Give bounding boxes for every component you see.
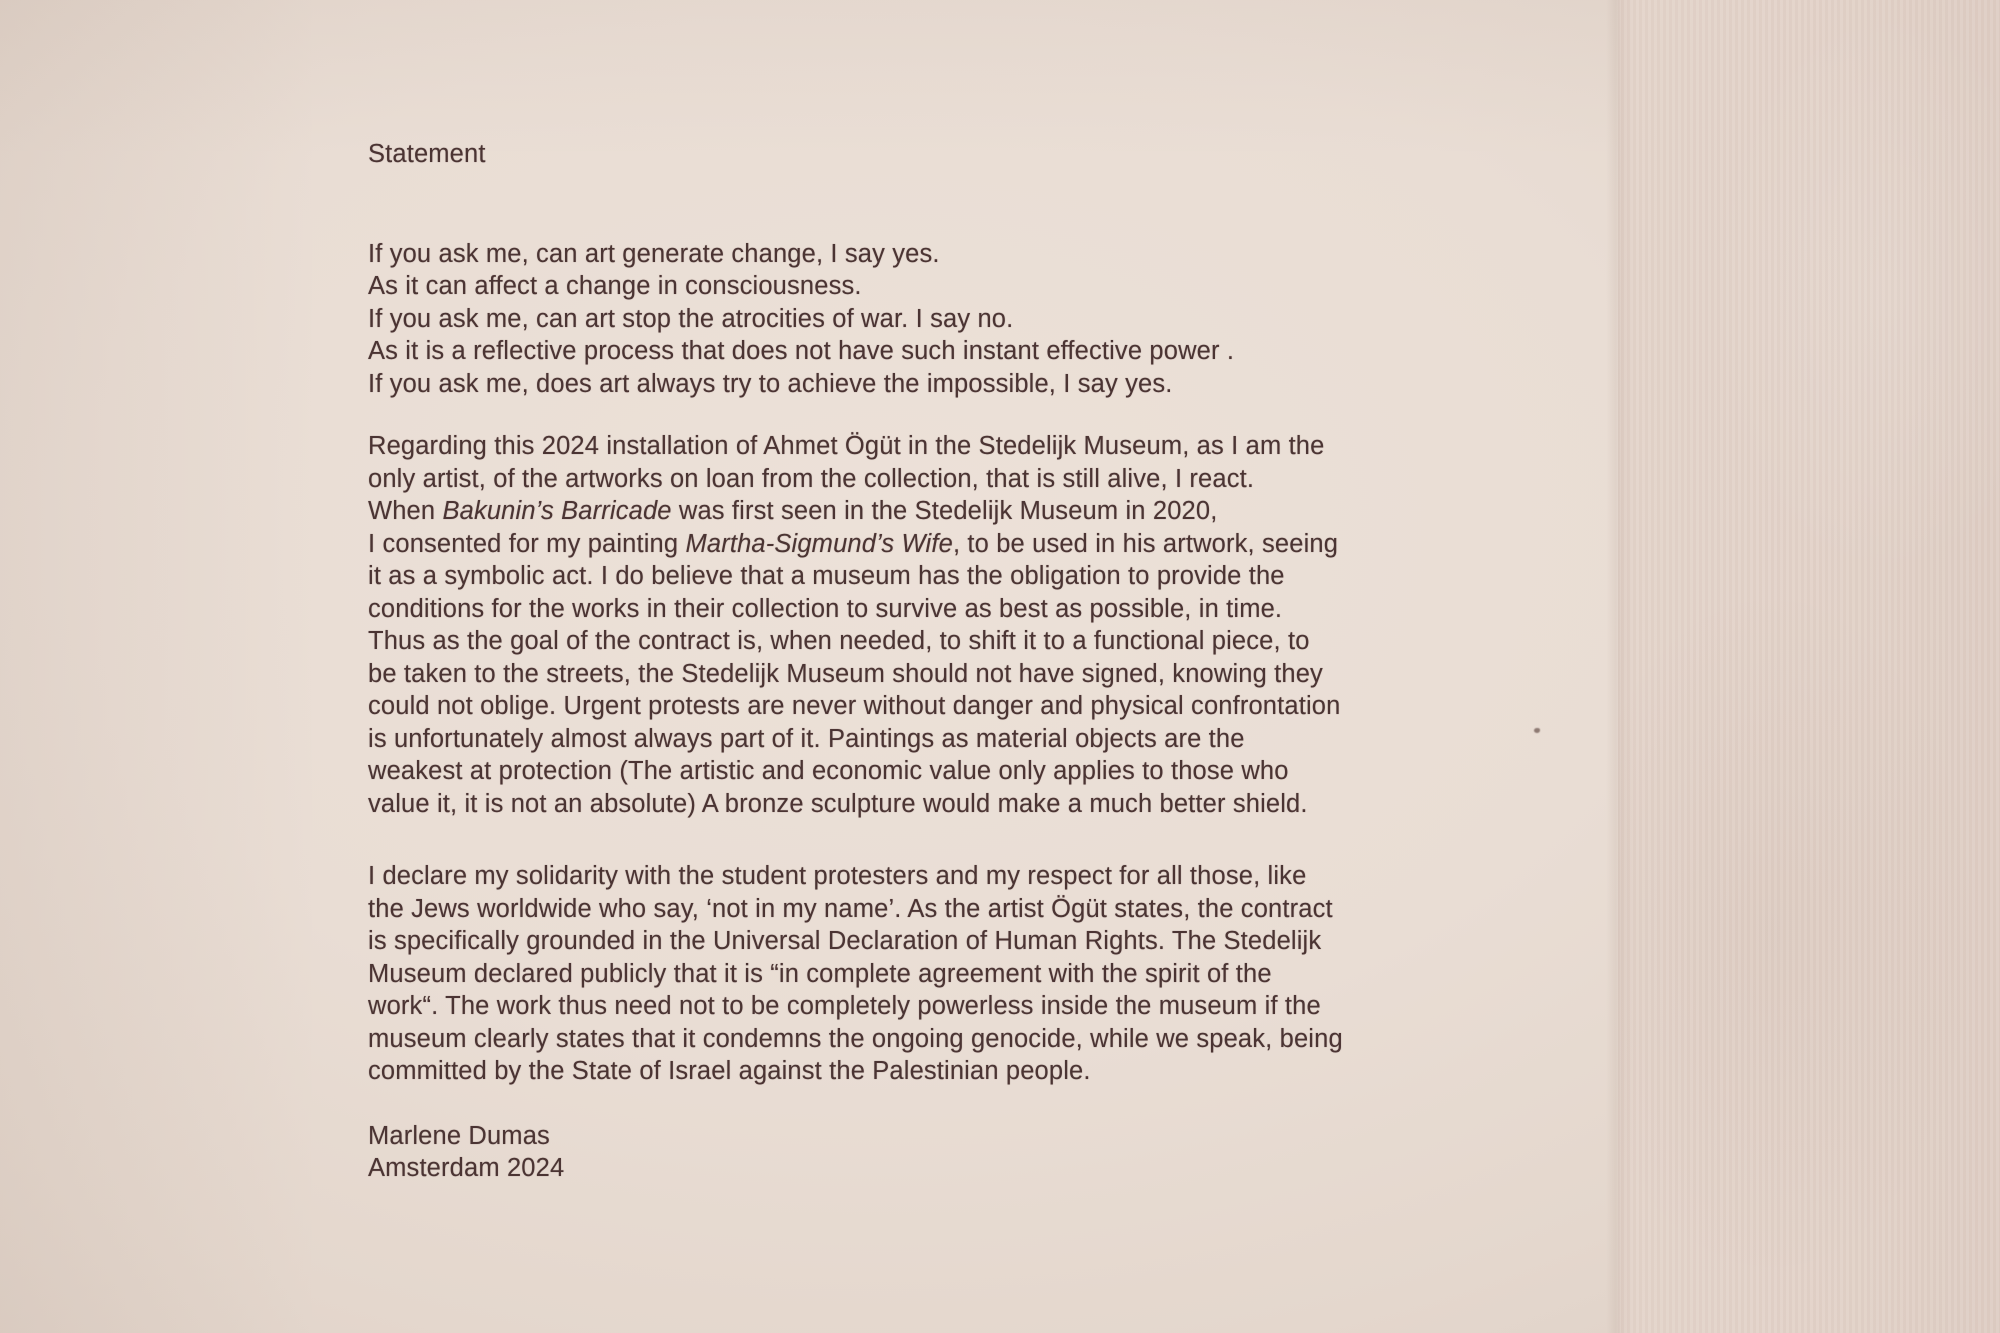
text-run: committed by the State of Israel against the Palestinian people. (368, 1057, 1091, 1085)
text-line (368, 560, 1478, 593)
text-line (368, 303, 1478, 336)
text-line (368, 893, 1478, 926)
text-line (368, 723, 1478, 756)
text-run: Thus as the goal of the contract is, when needed, to shift it to a functional piece, to (368, 627, 1310, 655)
document-body (368, 238, 1478, 1088)
text-run: was first seen in the Stedelijk Museum in 2020, (671, 497, 1218, 525)
text-run: If you ask me, can art generate change, I say yes. (368, 239, 940, 268)
signature-block (368, 1120, 1478, 1185)
text-run: conditions for the works in their collection to survive as best as possible, in time. (368, 594, 1283, 623)
text-run: is unfortunately almost always part of it. Paintings as material objects are the (368, 724, 1245, 753)
text-line (368, 925, 1478, 958)
text-run: it as a symbolic act. I do believe that a museum has the obligation to provide the (368, 562, 1285, 590)
text-line (368, 1055, 1478, 1088)
text-line (368, 368, 1478, 401)
text-line (368, 495, 1478, 528)
text-line (368, 625, 1478, 658)
text-run: be taken to the streets, the Stedelijk Museum should not have signed, knowing they (368, 659, 1323, 688)
paper-speck (1534, 728, 1540, 733)
text-run: I declare my solidarity with the student protesters and my respect for all those, like (368, 862, 1307, 890)
text-run: value it, it is not an absolute) A bronze sculpture would make a much better shield. (368, 789, 1308, 818)
paragraph (368, 430, 1478, 820)
signature-name: Marlene Dumas (368, 1121, 550, 1150)
artwork-title-italic: Bakunin’s Barricade (442, 497, 672, 525)
text-run: If you ask me, can art stop the atrocities of war. I say no. (368, 304, 1014, 333)
wall-background (1618, 0, 2000, 1333)
text-line (368, 690, 1478, 723)
text-line (368, 755, 1478, 788)
text-run: weakest at protection (The artistic and economic value only applies to those who (368, 757, 1289, 785)
text-line (368, 860, 1478, 893)
text-run: , to be used in his artwork, seeing (952, 529, 1339, 558)
text-line (368, 463, 1478, 496)
text-line (368, 593, 1478, 626)
text-run: As it is a reflective process that does not have such instant effective power . (368, 337, 1235, 365)
text-run: work“. The work thus need not to be completely powerless inside the museum if the (368, 992, 1321, 1020)
text-line (368, 1023, 1478, 1056)
artwork-title-italic: Martha-Sigmund’s Wife (685, 529, 953, 558)
text-run: could not oblige. Urgent protests are never without danger and physical confrontation (368, 692, 1341, 720)
text-line (368, 238, 1478, 271)
text-run: museum clearly states that it condemns the ongoing genocide, while we speak, being (368, 1024, 1343, 1053)
text-line (368, 335, 1478, 368)
document-title: Statement (368, 140, 486, 168)
signature-place-year: Amsterdam 2024 (368, 1154, 565, 1182)
text-line (368, 658, 1478, 691)
text-run: Museum declared publicly that it is “in complete agreement with the spirit of the (368, 959, 1272, 988)
text-line (368, 528, 1478, 561)
text-run: only artist, of the artworks on loan from the collection, that is still alive, I react. (368, 464, 1255, 493)
text-line (368, 430, 1478, 463)
text-run: If you ask me, does art always try to achieve the impossible, I say yes. (368, 369, 1173, 398)
paragraph (368, 860, 1478, 1088)
text-run: I consented for my painting (368, 529, 686, 558)
text-line (368, 788, 1478, 821)
paper-edge-shadow (1606, 0, 1620, 1333)
text-run: As it can affect a change in consciousness. (368, 272, 862, 300)
text-line (368, 270, 1478, 303)
text-run: is specifically grounded in the Universal Declaration of Human Rights. The Stedelijk (368, 927, 1322, 955)
text-line (368, 990, 1478, 1023)
text-line (368, 958, 1478, 991)
text-run: When (368, 497, 443, 525)
text-run: the Jews worldwide who say, ‘not in my name’. As the artist Ögüt states, the contract (368, 894, 1333, 923)
paragraph (368, 238, 1478, 401)
statement-document (368, 138, 1478, 1185)
text-run: Regarding this 2024 installation of Ahmet Ögüt in the Stedelijk Museum, as I am the (368, 432, 1325, 460)
